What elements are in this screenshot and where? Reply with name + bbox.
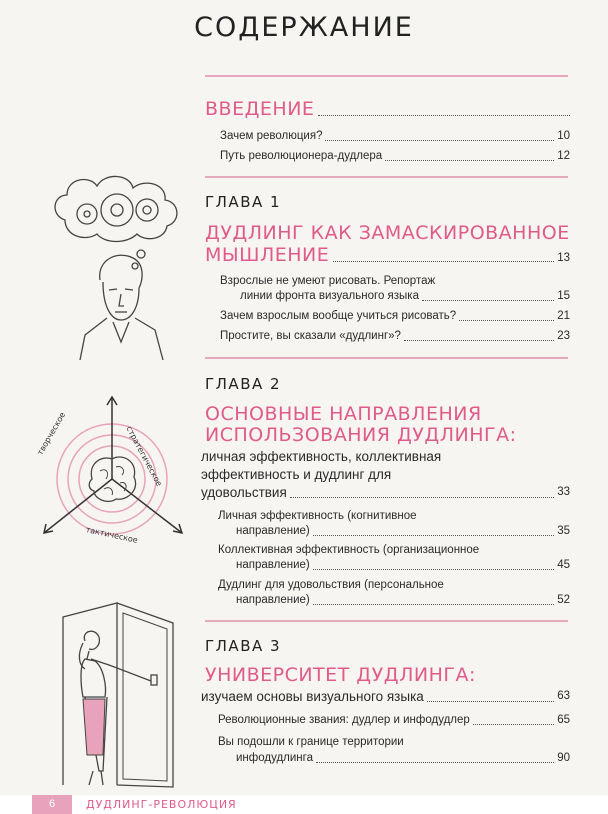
door-frame-icon [63, 603, 117, 785]
page-title: СОДЕРЖАНИЕ [194, 12, 414, 43]
toc-entry-page: 45 [557, 559, 570, 571]
toc-entry-text: направление) [236, 594, 310, 606]
thought-cloud-icon [55, 176, 177, 241]
toc-entry[interactable] [220, 309, 570, 324]
toc-entry-text: инфодудлинга [236, 752, 313, 764]
toc-entry-page: 63 [557, 690, 570, 702]
leader-dots [290, 497, 554, 498]
leader-dots [473, 724, 554, 725]
chapter-2-label: ГЛАВА 2 [205, 375, 282, 393]
diagram-label-creative: творческое [35, 410, 68, 457]
chapter-2-subtitle-line: личная эффективность, коллективная [201, 449, 442, 464]
toc-entry-page: 15 [557, 290, 570, 302]
chapter-3-title: УНИВЕРСИТЕТ ДУДЛИНГА: [205, 664, 476, 686]
toc-entry[interactable] [220, 129, 570, 144]
toc-entry-page: 23 [557, 330, 570, 342]
toc-entry-text: Взрослые не умеют рисовать. Репортаж [220, 275, 436, 287]
toc-entry-text: удовольствия [201, 485, 287, 500]
leader-dots [422, 300, 554, 301]
section-divider [205, 176, 568, 178]
brain-diagram [30, 395, 195, 545]
toc-entry[interactable] [236, 524, 570, 539]
toc-entry-text: изучаем основы визуального языка [201, 689, 424, 704]
chapter-2-title-line: ОСНОВНЫЕ НАПРАВЛЕНИЯ [205, 403, 482, 425]
leader-dots [318, 115, 570, 116]
gear-icon [101, 194, 133, 226]
toc-entry-page: 21 [557, 310, 570, 322]
toc-entry[interactable] [236, 558, 570, 573]
chapter-1-title-row[interactable] [205, 244, 570, 266]
toc-entry-text: Революционные звания: дудлер и инфодудлер [218, 714, 470, 726]
toc-entry-page: 65 [557, 714, 570, 726]
toc-entry-page: 13 [557, 252, 570, 264]
leader-dots [385, 160, 554, 161]
leader-dots [325, 140, 554, 141]
chapter-1-title-line: ДУДЛИНГ КАК ЗАМАСКИРОВАННОЕ [205, 222, 570, 244]
page-footer [0, 795, 608, 814]
toc-entry-page: 12 [557, 150, 570, 162]
gear-icon [77, 204, 97, 224]
toc-entry-text: Простите, вы сказали «дудлинг»? [220, 330, 401, 342]
toc-entry[interactable] [236, 593, 570, 608]
toc-entry-text: направление) [236, 525, 310, 537]
toc-entry-page: 35 [557, 525, 570, 537]
chapter-2-title-line: ИСПОЛЬЗОВАНИЯ ДУДЛИНГА: [205, 424, 517, 446]
toc-entry-text: линии фронта визуального языка [240, 290, 419, 302]
gear-icon [136, 199, 158, 221]
section-divider [205, 620, 568, 622]
toc-entry[interactable] [220, 149, 570, 164]
leader-dots [427, 701, 554, 702]
leader-dots [313, 535, 554, 536]
chapter-3-label: ГЛАВА 3 [205, 637, 282, 655]
intro-heading-row [205, 98, 570, 120]
toc-entry-page: 90 [557, 752, 570, 764]
toc-entry-text: Путь революционера-дудлера [220, 150, 383, 162]
toc-entry[interactable] [240, 289, 570, 304]
diagram-label-strategic: стратегическое [124, 424, 164, 488]
door-illustration [55, 595, 200, 795]
toc-entry-text: Вы подошли к границе территории [218, 736, 404, 748]
leader-dots [404, 340, 554, 341]
diagram-label-tactical: тактическое [84, 525, 139, 545]
toc-entry-page: 33 [557, 486, 570, 498]
chapter-1-title-line: МЫШЛЕНИЕ [205, 244, 330, 266]
section-divider [205, 357, 568, 359]
toc-entry[interactable] [218, 713, 570, 728]
toc-entry[interactable] [220, 329, 570, 344]
toc-entry[interactable] [201, 484, 570, 501]
leader-dots [459, 320, 554, 321]
chapter-2-subtitle-line: эффективность и дудлинг для [201, 467, 392, 482]
chapter-1-label: ГЛАВА 1 [205, 193, 282, 211]
toc-entry[interactable] [236, 751, 570, 766]
toc-entry-page: 10 [557, 130, 570, 142]
toc-entry-text: Зачем взрослым вообще учиться рисовать? [220, 310, 457, 322]
toc-entry-text: Зачем революция? [220, 130, 323, 142]
toc-entry-text: Личная эффективность (когнитивное [218, 510, 417, 522]
toc-entry-text: Коллективная эффективность (организационное [218, 544, 480, 556]
intro-title: ВВЕДЕНИЕ [205, 98, 315, 120]
section-divider [205, 75, 568, 77]
toc-entry-text: Дудлинг для удовольствия (персональное [218, 579, 444, 591]
running-book-title: ДУДЛИНГ-РЕВОЛЮЦИЯ [86, 798, 237, 811]
toc-entry-page: 52 [557, 594, 570, 606]
toc-entry-text: направление) [236, 559, 310, 571]
leader-dots [333, 261, 554, 262]
pink-skirt [83, 699, 105, 755]
thinker-illustration [45, 170, 195, 360]
page-number: 6 [32, 795, 72, 814]
leader-dots [313, 604, 554, 605]
leader-dots [316, 762, 554, 763]
toc-entry[interactable] [201, 688, 570, 705]
leader-dots [313, 569, 554, 570]
